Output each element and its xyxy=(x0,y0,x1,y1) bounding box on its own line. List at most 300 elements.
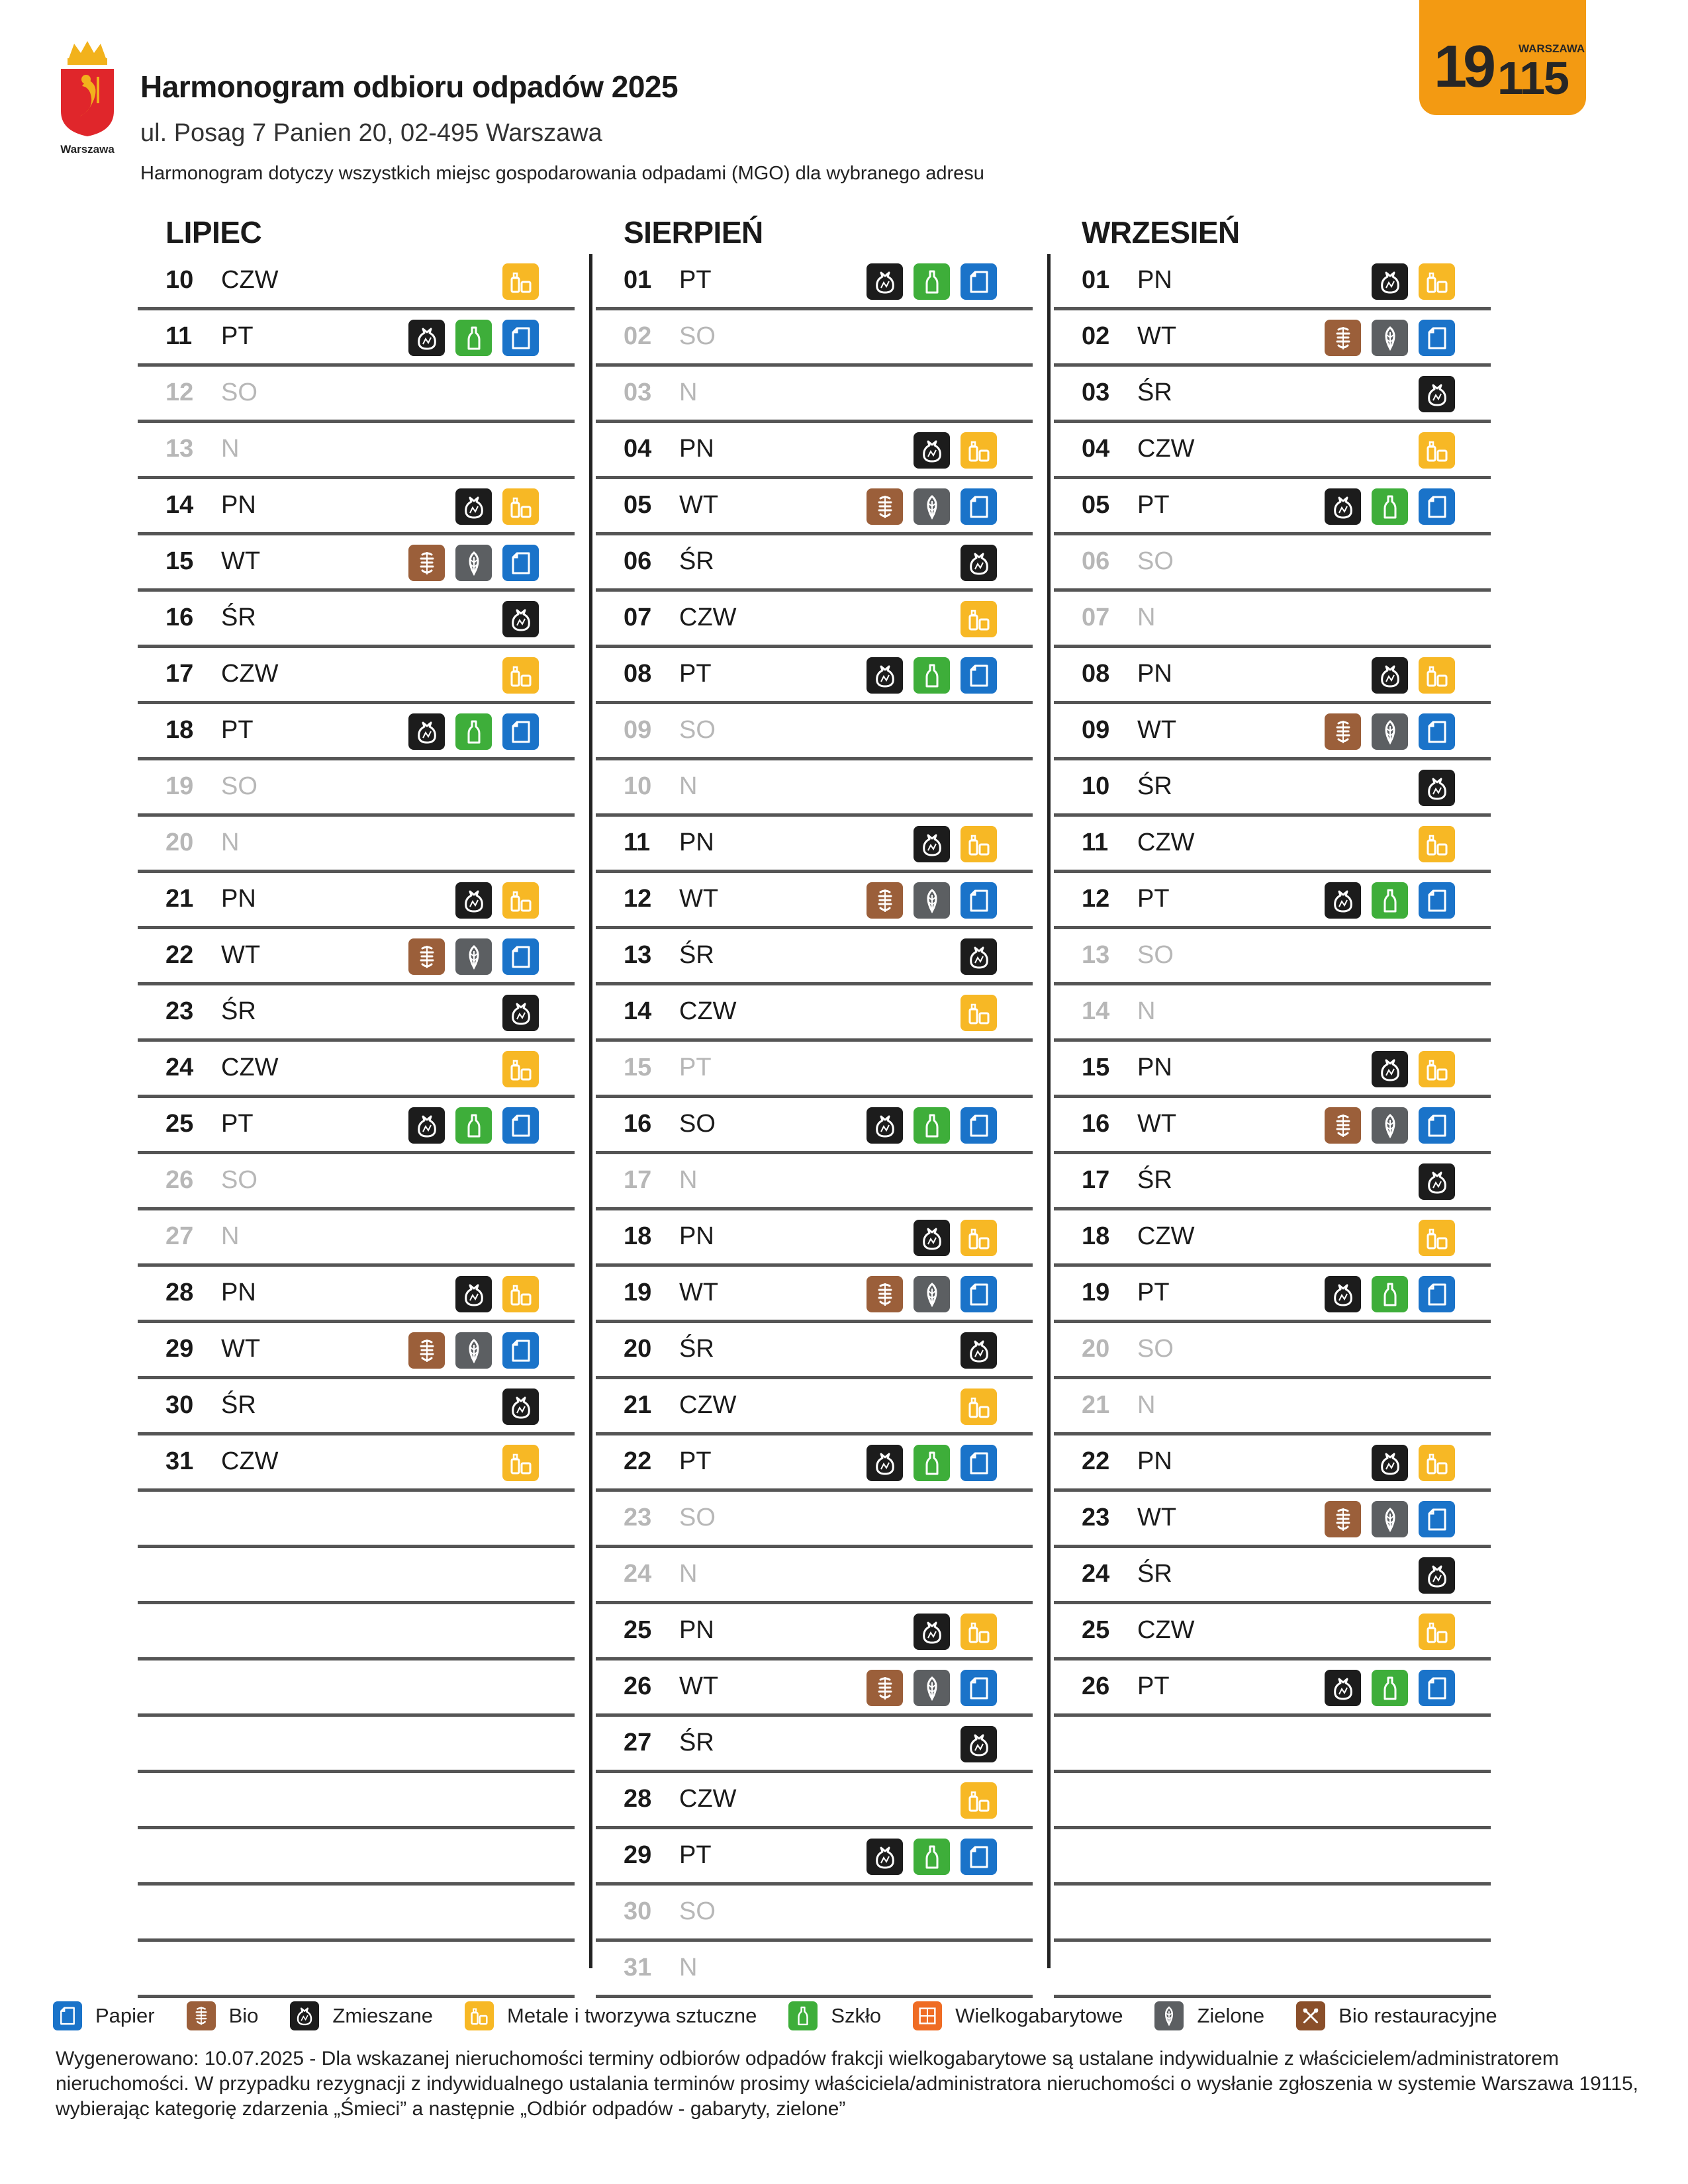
day-number: 31 xyxy=(624,1954,652,1981)
szklo-icon xyxy=(914,1107,950,1144)
empty-row xyxy=(138,1548,575,1604)
papier-icon xyxy=(961,263,997,300)
szklo-icon xyxy=(1372,882,1408,919)
legend-label: Zielone xyxy=(1197,2004,1265,2027)
day-number: 05 xyxy=(624,491,652,519)
papier-icon xyxy=(1419,320,1455,356)
day-row xyxy=(1054,310,1491,367)
day-row xyxy=(596,1829,1033,1886)
weekday: WT xyxy=(221,1335,261,1363)
day-row xyxy=(1054,1548,1491,1604)
day-row xyxy=(1054,873,1491,929)
collection-icons xyxy=(502,263,539,300)
day-number: 09 xyxy=(1082,716,1110,744)
weekday: CZW xyxy=(221,1054,279,1081)
page-title: Harmonogram odbioru odpadów 2025 xyxy=(140,69,679,104)
day-number: 11 xyxy=(165,322,193,350)
zmieszane-icon xyxy=(914,1614,950,1650)
day-number: 10 xyxy=(1082,772,1110,800)
zmieszane-icon xyxy=(408,713,445,750)
day-row xyxy=(138,1379,575,1435)
day-number: 06 xyxy=(624,547,652,575)
empty-row xyxy=(1054,1829,1491,1886)
day-row xyxy=(1054,479,1491,535)
collection-icons xyxy=(914,432,997,469)
badge-number-115: 115 xyxy=(1497,52,1568,104)
zielone-icon xyxy=(1372,713,1408,750)
weekday: PN xyxy=(679,1616,714,1644)
day-row xyxy=(1054,367,1491,423)
zielone-icon xyxy=(914,488,950,525)
day-number: 11 xyxy=(624,829,651,856)
zmieszane-icon xyxy=(961,1332,997,1369)
day-row xyxy=(138,1154,575,1210)
zmieszane-icon xyxy=(290,2001,319,2030)
day-number: 30 xyxy=(624,1897,652,1925)
weekday: CZW xyxy=(1137,1222,1195,1250)
day-row xyxy=(596,760,1033,817)
weekday: PT xyxy=(679,1841,712,1869)
day-row xyxy=(596,1717,1033,1773)
weekday: SO xyxy=(679,1110,716,1138)
metale-icon xyxy=(502,263,539,300)
papier-icon xyxy=(961,882,997,919)
collection-icons xyxy=(914,1220,997,1256)
collection-icons xyxy=(408,938,539,975)
papier-icon xyxy=(502,713,539,750)
day-row xyxy=(1054,1661,1491,1717)
papier-icon xyxy=(502,938,539,975)
warszawa-19115-badge[interactable] xyxy=(1419,0,1586,115)
legend-item xyxy=(53,2001,155,2030)
zmieszane-icon xyxy=(914,432,950,469)
papier-icon xyxy=(1419,882,1455,919)
weekday: SO xyxy=(221,379,258,406)
day-number: 17 xyxy=(165,660,194,688)
szklo-icon xyxy=(914,263,950,300)
day-number: 18 xyxy=(1082,1222,1110,1250)
zmieszane-icon xyxy=(867,1839,903,1875)
zmieszane-icon xyxy=(1372,263,1408,300)
collection-icons xyxy=(1372,657,1455,694)
day-number: 04 xyxy=(1082,435,1110,463)
collection-icons xyxy=(1419,376,1455,412)
zmieszane-icon xyxy=(502,601,539,637)
bio-icon xyxy=(1325,320,1361,356)
collection-icons xyxy=(1325,488,1455,525)
legend-item xyxy=(1154,2001,1264,2030)
weekday: SO xyxy=(1137,941,1174,969)
metale-icon xyxy=(1419,826,1455,862)
day-number: 18 xyxy=(624,1222,652,1250)
day-number: 26 xyxy=(165,1166,194,1194)
day-number: 08 xyxy=(624,660,652,688)
metale-icon xyxy=(961,1220,997,1256)
collection-icons xyxy=(1325,1107,1455,1144)
collection-icons xyxy=(502,1051,539,1087)
day-row xyxy=(1054,1042,1491,1098)
day-number: 01 xyxy=(624,266,652,294)
warszawa-logo xyxy=(46,38,126,158)
metale-icon xyxy=(502,488,539,525)
day-number: 07 xyxy=(624,604,652,631)
collection-icons xyxy=(408,545,539,581)
day-number: 19 xyxy=(165,772,194,800)
zielone-icon xyxy=(1372,1501,1408,1537)
weekday: PT xyxy=(1137,885,1170,913)
weekday: PT xyxy=(679,1447,712,1475)
legend-label: Metale i tworzywa sztuczne xyxy=(507,2004,757,2027)
day-row xyxy=(1054,817,1491,873)
collection-icons xyxy=(867,1107,997,1144)
szklo-icon xyxy=(1372,1276,1408,1312)
collection-icons xyxy=(1325,1501,1455,1537)
zmieszane-icon xyxy=(1372,1051,1408,1087)
weekday: ŚR xyxy=(221,604,256,631)
day-row xyxy=(1054,1379,1491,1435)
day-number: 14 xyxy=(624,997,652,1025)
day-number: 25 xyxy=(1082,1616,1110,1644)
day-row xyxy=(138,817,575,873)
weekday: SO xyxy=(221,1166,258,1194)
day-list xyxy=(138,254,575,1998)
day-number: 16 xyxy=(165,604,194,631)
szklo-icon xyxy=(914,1445,950,1481)
month-heading: LIPIEC xyxy=(165,215,262,250)
bio-icon xyxy=(867,1670,903,1706)
papier-icon xyxy=(1419,488,1455,525)
zmieszane-icon xyxy=(455,1276,492,1312)
zmieszane-icon xyxy=(1325,488,1361,525)
legend-item xyxy=(1296,2001,1497,2030)
day-row xyxy=(1054,1098,1491,1154)
collection-icons xyxy=(867,657,997,694)
day-row xyxy=(596,1267,1033,1323)
day-number: 20 xyxy=(165,829,194,856)
day-row xyxy=(596,929,1033,985)
legend xyxy=(53,2001,1529,2030)
legend-label: Zmieszane xyxy=(332,2004,434,2027)
day-number: 30 xyxy=(165,1391,194,1419)
weekday: CZW xyxy=(1137,1616,1195,1644)
day-number: 28 xyxy=(165,1279,194,1306)
szklo-icon xyxy=(1372,488,1408,525)
zmieszane-icon xyxy=(1325,1670,1361,1706)
weekday: CZW xyxy=(1137,829,1195,856)
legend-label: Bio xyxy=(228,2004,259,2027)
collection-icons xyxy=(961,1782,997,1819)
day-row xyxy=(1054,1210,1491,1267)
weekday: N xyxy=(1137,1391,1156,1419)
day-number: 24 xyxy=(165,1054,194,1081)
collection-icons xyxy=(961,938,997,975)
metale-icon xyxy=(502,1276,539,1312)
weekday: CZW xyxy=(679,1391,737,1419)
collection-icons xyxy=(408,1332,539,1369)
day-row xyxy=(138,873,575,929)
day-number: 21 xyxy=(624,1391,652,1419)
day-number: 19 xyxy=(1082,1279,1110,1306)
day-number: 13 xyxy=(165,435,194,463)
collection-icons xyxy=(1372,1445,1455,1481)
weekday: N xyxy=(1137,604,1156,631)
month-column-3 xyxy=(1054,210,1491,1998)
collection-icons xyxy=(867,1445,997,1481)
day-number: 19 xyxy=(624,1279,652,1306)
collection-icons xyxy=(961,995,997,1031)
collection-icons xyxy=(1419,826,1455,862)
day-number: 24 xyxy=(1082,1560,1110,1588)
weekday: PN xyxy=(1137,1447,1172,1475)
day-number: 23 xyxy=(1082,1504,1110,1531)
weekday: N xyxy=(679,772,698,800)
zmieszane-icon xyxy=(1419,1557,1455,1594)
collection-icons xyxy=(961,601,997,637)
zielone-icon xyxy=(1372,320,1408,356)
month-heading: WRZESIEŃ xyxy=(1082,215,1240,250)
weekday: ŚR xyxy=(1137,1560,1172,1588)
day-number: 31 xyxy=(165,1447,194,1475)
day-row xyxy=(1054,1435,1491,1492)
day-number: 11 xyxy=(1082,829,1109,856)
day-number: 17 xyxy=(1082,1166,1110,1194)
day-row xyxy=(138,254,575,310)
day-row xyxy=(1054,929,1491,985)
day-row xyxy=(1054,1492,1491,1548)
legend-label: Papier xyxy=(95,2004,155,2027)
day-number: 13 xyxy=(624,941,652,969)
metale-icon xyxy=(961,601,997,637)
address: ul. Posag 7 Panien 20, 02-495 Warszawa xyxy=(140,119,602,147)
day-row xyxy=(596,1661,1033,1717)
day-row xyxy=(138,310,575,367)
bio-icon xyxy=(867,1276,903,1312)
day-row xyxy=(1054,704,1491,760)
papier-icon xyxy=(1419,1501,1455,1537)
collection-icons xyxy=(1325,1276,1455,1312)
day-number: 13 xyxy=(1082,941,1110,969)
collection-icons xyxy=(867,263,997,300)
collection-icons xyxy=(1419,1557,1455,1594)
zmieszane-icon xyxy=(455,488,492,525)
day-number: 16 xyxy=(624,1110,652,1138)
day-row xyxy=(138,535,575,592)
weekday: ŚR xyxy=(679,941,714,969)
papier-icon xyxy=(502,1107,539,1144)
day-number: 20 xyxy=(624,1335,652,1363)
zmieszane-icon xyxy=(1419,770,1455,806)
weekday: N xyxy=(679,1166,698,1194)
collection-icons xyxy=(867,882,997,919)
month-column-1 xyxy=(138,210,575,1998)
collection-icons xyxy=(502,995,539,1031)
day-number: 10 xyxy=(624,772,652,800)
papier-icon xyxy=(1419,1276,1455,1312)
weekday: WT xyxy=(679,491,719,519)
empty-row xyxy=(138,1492,575,1548)
papier-icon xyxy=(502,545,539,581)
zmieszane-icon xyxy=(867,263,903,300)
day-number: 26 xyxy=(1082,1672,1110,1700)
empty-row xyxy=(138,1717,575,1773)
metale-icon xyxy=(961,1388,997,1425)
day-number: 15 xyxy=(165,547,194,575)
day-row xyxy=(596,367,1033,423)
weekday: CZW xyxy=(221,660,279,688)
weekday: CZW xyxy=(1137,435,1195,463)
day-row xyxy=(138,1210,575,1267)
day-number: 12 xyxy=(624,885,652,913)
legend-item xyxy=(290,2001,433,2030)
szklo-icon xyxy=(455,713,492,750)
day-number: 09 xyxy=(624,716,652,744)
day-row xyxy=(1054,423,1491,479)
day-row xyxy=(138,1435,575,1492)
metale-icon xyxy=(465,2001,494,2030)
papier-icon xyxy=(502,1332,539,1369)
zmieszane-icon xyxy=(502,1388,539,1425)
weekday: PN xyxy=(221,1279,256,1306)
day-row xyxy=(138,1098,575,1154)
day-row xyxy=(596,592,1033,648)
papier-icon xyxy=(961,1276,997,1312)
day-row xyxy=(596,1323,1033,1379)
weekday: ŚR xyxy=(1137,772,1172,800)
day-row xyxy=(596,1210,1033,1267)
day-number: 04 xyxy=(624,435,652,463)
collection-icons xyxy=(1325,1670,1455,1706)
day-number: 22 xyxy=(165,941,194,969)
day-row xyxy=(138,479,575,535)
column-divider xyxy=(1047,254,1051,1968)
collection-icons xyxy=(408,320,539,356)
papier-icon xyxy=(502,320,539,356)
collection-icons xyxy=(914,1614,997,1650)
collection-icons xyxy=(502,657,539,694)
weekday: CZW xyxy=(221,1447,279,1475)
day-row xyxy=(596,1942,1033,1998)
day-number: 25 xyxy=(165,1110,194,1138)
empty-row xyxy=(1054,1942,1491,1998)
collection-icons xyxy=(867,1276,997,1312)
day-list xyxy=(596,254,1033,1998)
day-row xyxy=(138,1042,575,1098)
papier-icon xyxy=(1419,1670,1455,1706)
day-number: 08 xyxy=(1082,660,1110,688)
papier-icon xyxy=(961,1670,997,1706)
szklo-icon xyxy=(788,2001,818,2030)
day-number: 29 xyxy=(624,1841,652,1869)
day-row xyxy=(1054,760,1491,817)
zielone-icon xyxy=(914,1276,950,1312)
weekday: ŚR xyxy=(1137,379,1172,406)
collection-icons xyxy=(867,488,997,525)
collection-icons xyxy=(961,1332,997,1369)
zmieszane-icon xyxy=(1325,1276,1361,1312)
day-number: 17 xyxy=(624,1166,652,1194)
day-row xyxy=(138,423,575,479)
weekday: ŚR xyxy=(221,997,256,1025)
weekday: N xyxy=(221,1222,240,1250)
day-row xyxy=(138,929,575,985)
day-number: 15 xyxy=(624,1054,652,1081)
metale-icon xyxy=(1419,1445,1455,1481)
collection-icons xyxy=(408,1107,539,1144)
day-row xyxy=(596,704,1033,760)
metale-icon xyxy=(1419,1051,1455,1087)
day-number: 20 xyxy=(1082,1335,1110,1363)
weekday: PN xyxy=(679,1222,714,1250)
weekday: N xyxy=(221,829,240,856)
empty-row xyxy=(138,1773,575,1829)
zielone-icon xyxy=(455,545,492,581)
day-number: 14 xyxy=(165,491,194,519)
zmieszane-icon xyxy=(914,826,950,862)
collection-icons xyxy=(1419,1614,1455,1650)
day-number: 02 xyxy=(1082,322,1110,350)
weekday: CZW xyxy=(679,604,737,631)
day-row xyxy=(596,1548,1033,1604)
metale-icon xyxy=(1419,657,1455,694)
collection-icons xyxy=(455,882,539,919)
zielone-icon xyxy=(914,1670,950,1706)
legend-label: Bio restauracyjne xyxy=(1338,2004,1497,2027)
zmieszane-icon xyxy=(1325,882,1361,919)
warszawa-crest-icon xyxy=(56,38,119,138)
zmieszane-icon xyxy=(1372,657,1408,694)
weekday: PT xyxy=(1137,1672,1170,1700)
day-number: 16 xyxy=(1082,1110,1110,1138)
weekday: N xyxy=(679,1560,698,1588)
weekday: CZW xyxy=(679,1785,737,1813)
day-row xyxy=(138,1323,575,1379)
day-number: 01 xyxy=(1082,266,1110,294)
badge-number-19: 19 xyxy=(1434,34,1493,100)
wielkogabarytowe-icon xyxy=(913,2001,942,2030)
collection-icons xyxy=(1419,1163,1455,1200)
day-row xyxy=(596,1492,1033,1548)
day-number: 03 xyxy=(1082,379,1110,406)
day-row xyxy=(1054,1267,1491,1323)
szklo-icon xyxy=(1372,1670,1408,1706)
collection-icons xyxy=(867,1839,997,1875)
day-number: 21 xyxy=(1082,1391,1110,1419)
collection-icons xyxy=(502,1388,539,1425)
metale-icon xyxy=(961,1614,997,1650)
collection-icons xyxy=(502,1445,539,1481)
day-row xyxy=(1054,985,1491,1042)
collection-icons xyxy=(1325,713,1455,750)
empty-row xyxy=(138,1604,575,1661)
metale-icon xyxy=(502,1051,539,1087)
weekday: SO xyxy=(679,1504,716,1531)
weekday: WT xyxy=(679,1672,719,1700)
weekday: WT xyxy=(221,941,261,969)
day-row xyxy=(596,1379,1033,1435)
day-row xyxy=(1054,648,1491,704)
zmieszane-icon xyxy=(408,320,445,356)
weekday: ŚR xyxy=(679,1335,714,1363)
zmieszane-icon xyxy=(1419,376,1455,412)
footer-note: Wygenerowano: 10.07.2025 - Dla wskazanej nieruchomości terminy odbiorów odpadów frakcji wielkogabarytowe są ustalane indywidualnie z właścicielem/administratorem nieruchomości. W przypadku rezygnacji z indywidualnego ustalania terminów prosimy właściciela/administratora nieruchomości o wysłanie zgłoszenia w systemie Warszawa 19115, wybierając kategorię zdarzenia „Śmieci” a następnie „Odbiór odpadów - gabaryty, zielone” xyxy=(56,2048,1639,2120)
bio-icon xyxy=(1325,1107,1361,1144)
szklo-icon xyxy=(914,1839,950,1875)
weekday: PN xyxy=(221,491,256,519)
day-row xyxy=(596,985,1033,1042)
metale-icon xyxy=(502,882,539,919)
day-row xyxy=(1054,1323,1491,1379)
day-row xyxy=(596,535,1033,592)
